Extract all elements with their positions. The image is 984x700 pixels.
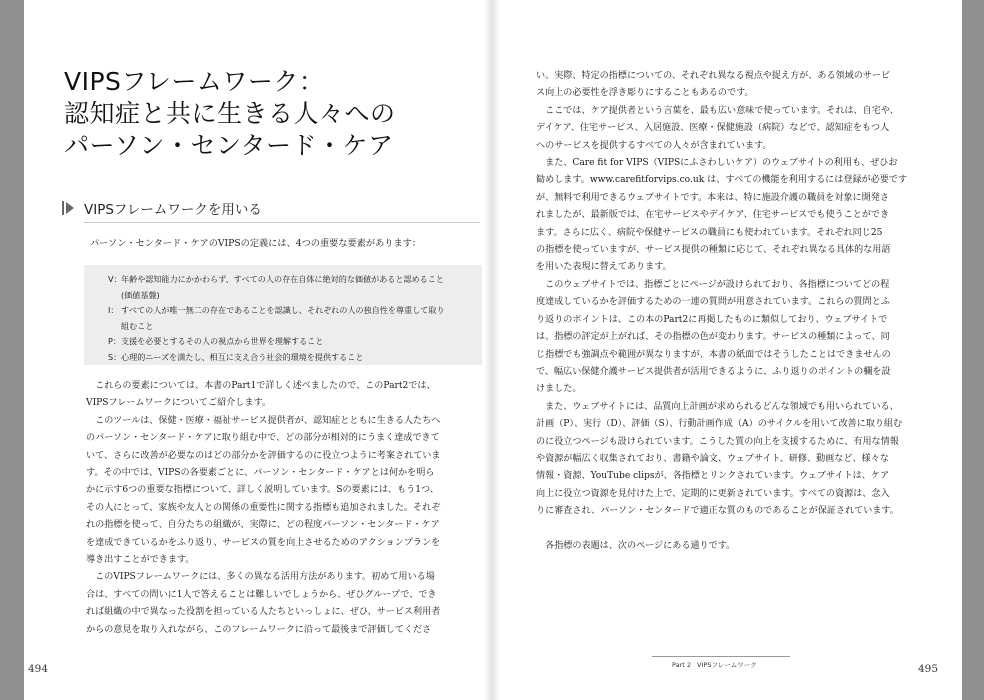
text-line: で、幅広い保健介護サービス提供者が活用できるように、ふり返りのポイントの欄を設 [536,366,891,377]
vips-letter: V： [108,274,122,284]
section-marker-icon [62,200,76,216]
text-line: れの指標を使って、自分たちの組織が、実際に、どの程度パーソン・センタード・ケア [86,520,440,531]
paragraph [536,399,940,521]
text-line: かに示す6つの重要な指標について、詳しく説明しています。Sの要素には、もう1つ、 [86,485,439,496]
text-line: のパーソン・センタード・ケアに取り組む中で、どの部分が相対的にうまく達成できて [86,433,440,444]
text-line: 合は、すべての問いに1人で答えることは難しいでしょうから、ぜひグループで、でき [86,589,437,600]
vips-letter: I： [108,305,119,315]
chapter-title-line: VIPSフレームワーク： [64,67,325,96]
vips-line: 支援を必要とするその人の視点から世界を理解すること [121,336,324,346]
paragraph [536,538,940,555]
section-heading [62,198,472,218]
paragraph [86,413,484,570]
text-line: り返りのポイントは、この本のPart2に再掲したものに類似しており、ウェブサイトで [536,314,888,325]
text-line: ス向上の必要性を浮き彫りにすることもあるのです。 [536,88,754,99]
vips-line: 組むこと [121,320,154,331]
vips-item-v [108,272,472,303]
page-number: 494 [28,663,49,675]
text-line: ます。さらに広く、病院や保健サービスの職員にも使われています。それぞれ同じ25 [536,227,883,238]
text-line: これらの要素については、本書のPart1で詳しく述べましたので、このPart2では、 [95,381,436,391]
text-line: 情報・資源、YouTube clipsが、各指標とリンクされています。ウェブサイトは、ケア [536,471,890,482]
paragraph [536,68,940,103]
text-line: 勧めします。www.carefitforvips.co.uk は、すべての機能を利用するには登録が必要です [536,175,908,186]
text-line: や資源が幅広く収集されており、書籍や論文、ウェブサイト、研修、動画など、様々な [536,453,889,464]
vips-item-s [108,350,472,366]
text-line: は、指標の評定が上がれば、その指標の色が変わります。サービスの種類によって、同 [536,332,890,343]
text-line: いて、さらに改善が必要なのはどの部分かを評価するのに役立つように考案されていま [86,450,441,461]
page-number: 495 [918,663,939,675]
text-line: VIPSフレームワークについてご紹介します。 [86,398,271,409]
text-line: を用いた表現に替えてあります。 [536,262,672,273]
text-line: このウェブサイトでは、指標ごとにページが設けられており、各指標についてどの程 [545,279,890,290]
chapter-title [64,66,484,162]
paragraph [536,277,940,399]
section-divider [84,222,480,223]
left-page [24,0,492,700]
paragraph [86,569,484,639]
paragraph [86,378,484,413]
section-title: VIPSフレームワークを用いる [84,202,262,218]
intro-text: パーソン・センタード・ケアのVIPSの定義には、4つの重要な要素があります： [90,238,422,249]
chapter-title-line: 認知症と共に生きる人々への [64,99,396,128]
text-line: い。実際、特定の指標についての、それぞれ異なる視点や捉え方が、ある領域のサービ [536,71,891,81]
text-line: また、ウェブサイトには、品質向上計画が求められるどんな領域でも用いられている、 [545,401,899,412]
text-line: 計画（P）、実行（D）、評価（S）、行動計画作成（A）のサイクルを用いて改善に取り組む [536,419,903,430]
footer-rule [652,656,790,657]
vips-letter: P： [108,336,121,346]
text-line: このツールは、保健・医療・福祉サービス提供者が、認知症とともに生きる人たちへ [95,415,441,426]
text-line: このVIPSフレームワークには、多くの異なる活用方法があります。初めて用いる場 [95,572,435,583]
text-line: デイケア、住宅サービス、入居施設、医療・保健施設（病院）などで、認知症をもつ人 [536,123,890,134]
vips-line: 年齢や認知能力にかかわらず、すべての人の存在自体に絶対的な価値があると認めること [121,274,444,284]
book-gutter [484,0,500,700]
right-page [492,0,962,700]
text-line: その人にとって、家族や友人との関係の重要性に関する指標も追加されました。それぞ [86,502,441,513]
text-line: を達成できているかをふり返り、サービスの質を向上させるためのアクションプランを [86,537,441,548]
left-body-text [86,378,484,639]
vips-line: すべての人が唯一無二の存在であることを認識し、それぞれの人の独自性を尊重して取り [121,305,445,315]
text-line: けました。 [536,384,582,395]
text-line: りに審査され、パーソン・センタードで適正な質のものであることが保証されています。 [536,506,899,517]
text-line: が、無料で利用できるウェブサイトです。本来は、特に施設介護の職員を対象に開発さ [536,192,889,203]
running-footer [672,660,757,669]
right-body-text [536,68,940,555]
vips-item-i [108,303,472,334]
text-line: へのサービスを提供するすべての人々が含まれています。 [536,140,772,151]
vips-letter: S： [108,351,122,362]
chapter-title-line: パーソン・センタード・ケア [64,131,394,160]
text-line: 各指標の表題は、次のページにある通りです。 [545,540,736,551]
text-line: じ指標でも強調点や範囲が異なりますが、本書の紙面ではそうしたことはできませんの [536,349,891,360]
text-line: れば組織の中で異なった役割を担っている人たちといっしょに、ぜひ、サービス利用者 [86,607,441,618]
text-line: 向上に役立つ資源を見付けた上で、定期的に更新されています。すべての資源は、念入 [536,488,890,499]
vips-line: 心理的ニーズを満たし、相互に支え合う社会的環境を提供すること [121,351,364,362]
footer-part-label: Part 2 [672,661,692,669]
text-line: す。その中では、VIPSの各要素ごとに、パーソン・センタード・ケアとは何かを明ら [86,468,435,479]
vips-line: (価値基盤) [121,289,160,300]
text-line: からの意見を取り入れながら、このフレームワークに沿って最後まで評価してくださ [86,624,432,635]
text-line: 度達成しているかを評価するための一連の質問が用意されています。これらの質問とふ [536,297,890,308]
text-line: また、Care fit for VIPS（VIPSにふさわしいケア）のウェブサイトの利用も、ぜひお [545,158,898,169]
text-line: 導き出すことができます。 [86,555,195,566]
footer-section-title: VIPSフレームワーク [697,661,757,669]
text-line: のに役立つページも設けられています。こうした質の向上を支援するために、有用な情報 [536,436,899,447]
text-line: れましたが、最新版では、在宅サービスやデイケア、住宅サービスでも使うことができ [536,210,890,221]
text-line: の指標を使っていますが、サービス提供の種類に応じて、それぞれ異なる具体的な用語 [536,245,891,256]
paragraph [536,155,940,277]
text-line: ここでは、ケア提供者という言葉を、最も広い意味で使っています。それは、自宅や、 [545,105,899,116]
vips-item-p [108,334,472,350]
vips-definition-box [84,265,482,365]
paragraph [536,103,940,155]
